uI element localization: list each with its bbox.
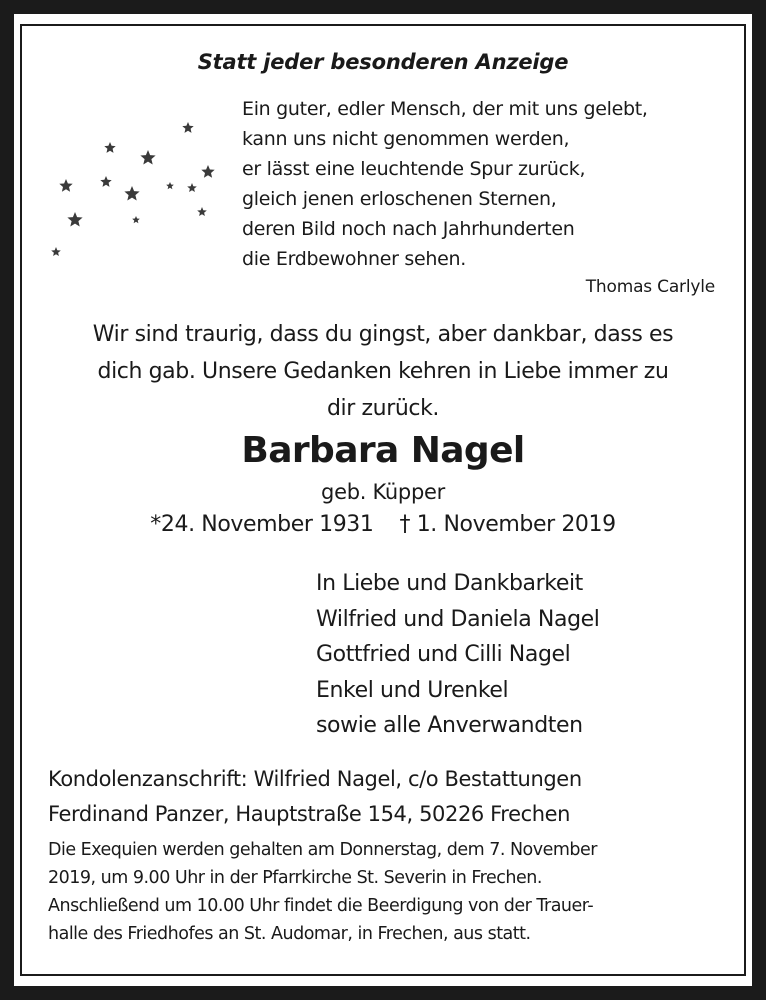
poem-line: deren Bild noch nach Jahrhunderten <box>242 218 575 240</box>
contact-line: Ferdinand Panzer, Hauptstraße 154, 50226 Frechen <box>48 802 571 826</box>
condolence-address <box>48 762 738 832</box>
mourning-sentence <box>40 316 726 427</box>
poem-line: die Erdbewohner sehen. <box>242 248 466 270</box>
sentence-line: dir zurück. <box>326 396 440 421</box>
star-icon <box>104 142 115 153</box>
star-icon <box>197 207 207 216</box>
star-icon <box>182 122 193 133</box>
header-title: Statt jeder besonderen Anzeige <box>197 50 569 74</box>
star-icon <box>59 179 72 192</box>
star-icon <box>100 176 111 187</box>
sentence-line: dich gab. Unsere Gedanken kehren in Liebe immer zu <box>97 359 669 384</box>
sentence-line: Wir sind traurig, dass du gingst, aber dankbar, dass es <box>92 322 674 347</box>
poem-line: er lässt eine leuchtende Spur zurück, <box>242 158 586 180</box>
maiden-name: geb. Küpper <box>321 480 445 504</box>
life-dates <box>20 512 746 537</box>
star-icon <box>51 247 61 256</box>
service-line: halle des Friedhofes an St. Audomar, in Frechen, aus statt. <box>48 924 531 944</box>
service-line: 2019, um 9.00 Uhr in der Pfarrkirche St. Severin in Frechen. <box>48 868 542 888</box>
poem-line: gleich jenen erloschenen Sternen, <box>242 188 557 210</box>
star-icon <box>166 182 174 189</box>
service-line: Die Exequien werden gehalten am Donnerstag, dem 7. November <box>48 840 597 860</box>
service-line: Anschließend um 10.00 Uhr findet die Beerdigung von der Trauer- <box>48 896 594 916</box>
mourner-line: In Liebe und Dankbarkeit <box>316 571 583 596</box>
star-icon <box>132 216 140 223</box>
star-icon <box>187 183 197 192</box>
stars-decoration <box>40 110 230 270</box>
contact-line: Kondolenzanschrift: Wilfried Nagel, c/o Bestattungen <box>48 767 582 791</box>
death-date: † 1. November 2019 <box>399 512 616 537</box>
star-icon <box>201 165 214 178</box>
mourner-line: Gottfried und Cilli Nagel <box>316 642 571 667</box>
mourner-line: Enkel und Urenkel <box>316 677 509 703</box>
deceased-name: Barbara Nagel <box>241 430 525 471</box>
mourner-line: sowie alle Anverwandten <box>316 713 583 738</box>
funeral-service-info <box>48 836 738 948</box>
star-icon <box>140 150 155 165</box>
mourners-list <box>316 566 736 744</box>
star-icon <box>67 212 82 227</box>
poem-line: Ein guter, edler Mensch, der mit uns gelebt, <box>242 98 648 120</box>
star-icon <box>124 186 139 201</box>
poem-line: kann uns nicht genommen werden, <box>242 128 570 150</box>
poem <box>242 94 732 274</box>
birth-date: *24. November 1931 <box>150 512 374 537</box>
poem-author: Thomas Carlyle <box>585 277 715 297</box>
mourner-line: Wilfried und Daniela Nagel <box>316 606 600 632</box>
